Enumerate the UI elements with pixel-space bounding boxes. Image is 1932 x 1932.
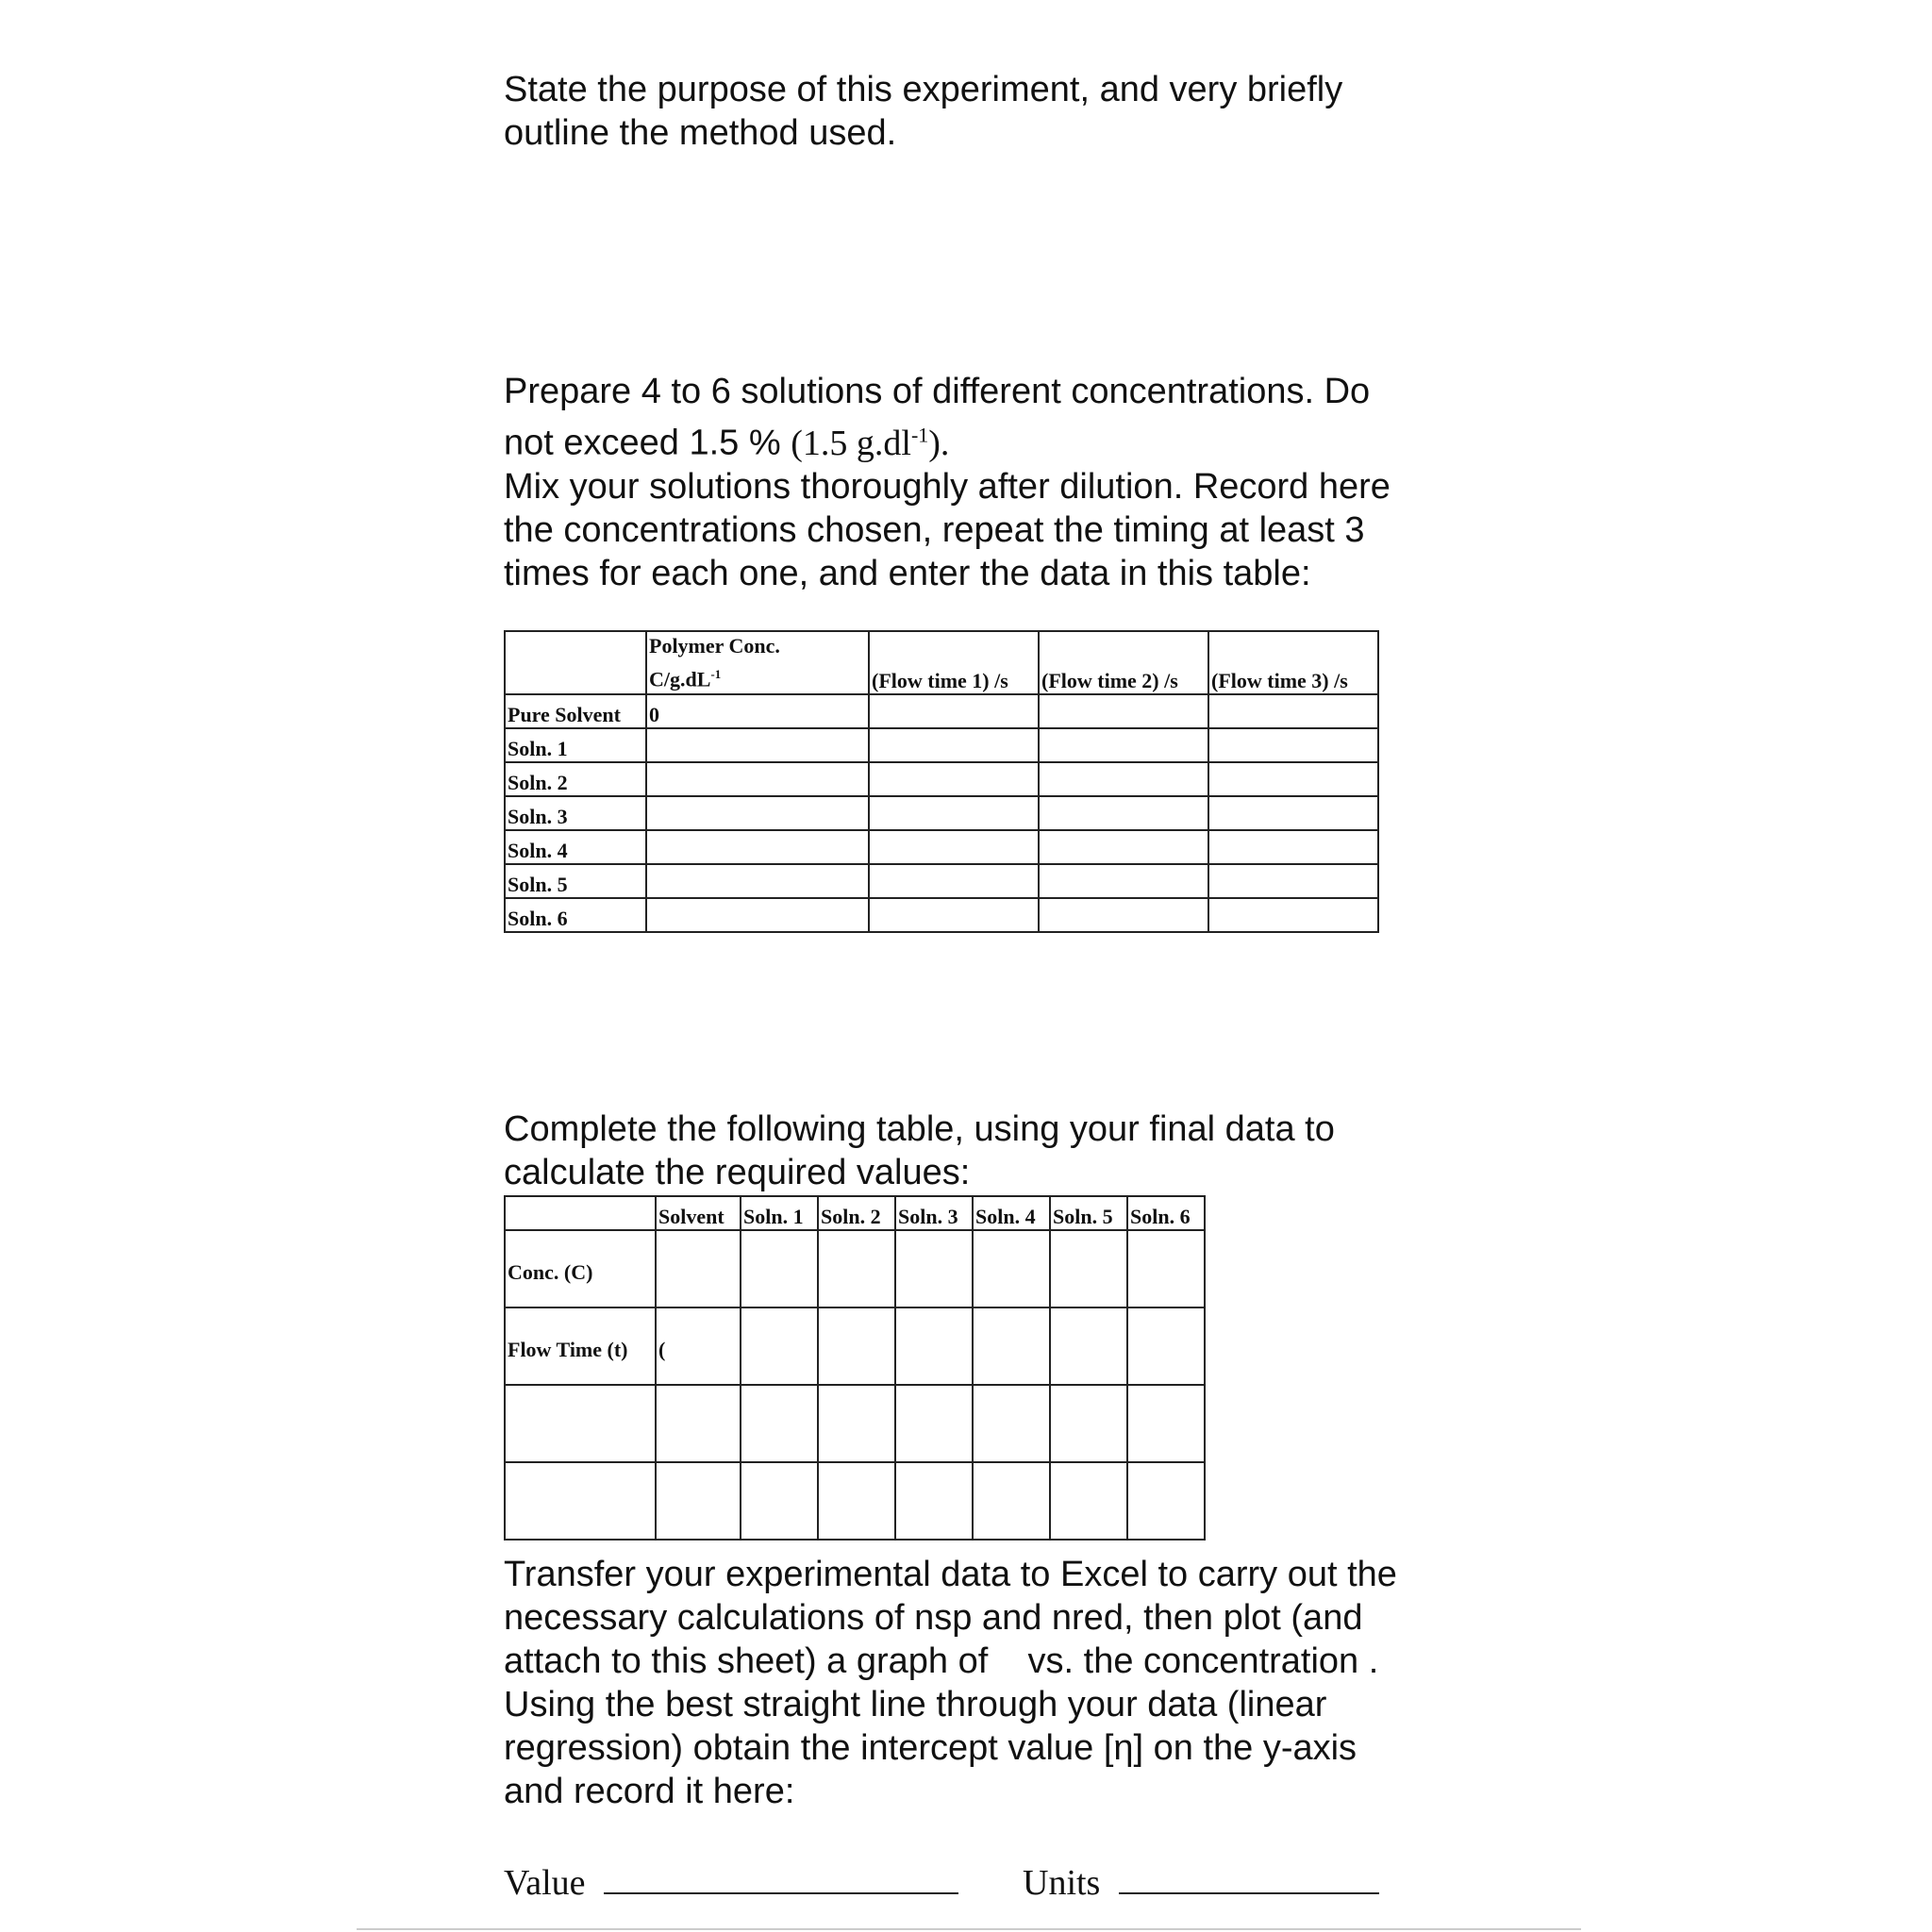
input-cell[interactable]: [1127, 1385, 1205, 1462]
table-row: [505, 796, 1378, 830]
input-cell[interactable]: [895, 1307, 973, 1385]
text-line: Mix your solutions thoroughly after dilution. Record here: [504, 466, 1391, 507]
text-line: State the purpose of this experiment, and very briefly: [504, 70, 1343, 109]
table-header-row: [505, 1196, 1205, 1230]
header-cell-empty: [505, 1196, 656, 1230]
input-cell[interactable]: [869, 694, 1039, 728]
row-label: Soln. 1: [505, 728, 646, 762]
input-cell[interactable]: [1039, 864, 1208, 898]
input-cell[interactable]: [1208, 830, 1378, 864]
text-line: calculate the required values:: [504, 1153, 971, 1192]
text-line: Prepare 4 to 6 solutions of different concentrations. Do: [504, 372, 1371, 411]
input-cell[interactable]: [818, 1230, 895, 1307]
unit-exponent: -1: [910, 423, 929, 446]
conc-cell[interactable]: 0: [646, 694, 869, 728]
table-row: [505, 1462, 1205, 1540]
input-cell[interactable]: [1039, 762, 1208, 796]
header-cell: Soln. 3: [895, 1196, 973, 1230]
value-label: Value: [504, 1863, 586, 1903]
header-cell-empty: [505, 631, 646, 694]
input-cell[interactable]: [741, 1385, 818, 1462]
input-cell[interactable]: [869, 796, 1039, 830]
input-cell[interactable]: [741, 1230, 818, 1307]
input-cell[interactable]: [895, 1462, 973, 1540]
conc-cell[interactable]: [646, 762, 869, 796]
row-label: Soln. 5: [505, 864, 646, 898]
input-cell[interactable]: [656, 1385, 741, 1462]
text-line: attach to this sheet) a graph of vs. the concentration .: [504, 1641, 1379, 1681]
row-label: [505, 1462, 656, 1540]
text-line: necessary calculations of nsp and nred, then plot (and: [504, 1598, 1363, 1638]
input-cell[interactable]: [869, 864, 1039, 898]
input-cell[interactable]: [973, 1230, 1050, 1307]
header-cell-flow2: (Flow time 2) /s: [1039, 631, 1208, 694]
text-line: and record it here:: [504, 1772, 795, 1811]
conc-cell[interactable]: [646, 728, 869, 762]
row-label: Soln. 3: [505, 796, 646, 830]
text-line: Complete the following table, using your final data to: [504, 1109, 1335, 1149]
text-segment: not exceed 1.5 %: [504, 423, 791, 463]
table-row: [505, 1230, 1205, 1307]
header-text: C/g.dL: [649, 667, 711, 691]
conc-cell[interactable]: [646, 898, 869, 932]
header-cell: Soln. 5: [1050, 1196, 1127, 1230]
row-label: [505, 1385, 656, 1462]
text-line: Transfer your experimental data to Excel to carry out the: [504, 1555, 1397, 1594]
input-cell[interactable]: [895, 1385, 973, 1462]
input-cell[interactable]: [1050, 1230, 1127, 1307]
calculation-instructions: [504, 1108, 1335, 1194]
header-cell-flow1: (Flow time 1) /s: [869, 631, 1039, 694]
header-cell: Soln. 6: [1127, 1196, 1205, 1230]
table-row: [505, 694, 1378, 728]
unit-exponent: -1: [710, 667, 722, 681]
table-row: [505, 1307, 1205, 1385]
input-cell[interactable]: [869, 898, 1039, 932]
input-cell[interactable]: [1039, 830, 1208, 864]
header-cell-conc: [646, 631, 869, 694]
units-field-row: [1023, 1860, 1379, 1904]
input-cell[interactable]: [1039, 796, 1208, 830]
units-blank[interactable]: [1119, 1860, 1379, 1894]
calculated-values-table: [504, 1195, 1206, 1541]
row-label: Conc. (C): [505, 1230, 656, 1307]
row-label: Soln. 6: [505, 898, 646, 932]
text-line: the concentrations chosen, repeat the timing at least 3: [504, 509, 1365, 550]
header-cell: Soln. 2: [818, 1196, 895, 1230]
input-cell[interactable]: [1208, 762, 1378, 796]
input-cell[interactable]: [1039, 898, 1208, 932]
input-cell[interactable]: [818, 1385, 895, 1462]
input-cell[interactable]: (: [656, 1307, 741, 1385]
input-cell[interactable]: [1050, 1307, 1127, 1385]
solution-instructions: [504, 370, 1391, 595]
text-line: times for each one, and enter the data in this table:: [504, 553, 1311, 593]
table-row: [505, 762, 1378, 796]
input-cell[interactable]: [1208, 796, 1378, 830]
input-cell[interactable]: [1127, 1230, 1205, 1307]
row-label: Soln. 4: [505, 830, 646, 864]
value-blank[interactable]: [604, 1860, 958, 1894]
input-cell[interactable]: [869, 830, 1039, 864]
conc-cell[interactable]: [646, 830, 869, 864]
input-cell[interactable]: [1050, 1385, 1127, 1462]
text-line: Using the best straight line through your data (linear: [504, 1685, 1327, 1724]
row-label: Soln. 2: [505, 762, 646, 796]
conc-cell[interactable]: [646, 796, 869, 830]
conc-cell[interactable]: [646, 864, 869, 898]
table-row: [505, 728, 1378, 762]
flow-time-table: [504, 630, 1379, 933]
input-cell[interactable]: [973, 1307, 1050, 1385]
input-cell[interactable]: [1208, 898, 1378, 932]
concentration-limit: [791, 424, 949, 463]
input-cell[interactable]: [741, 1462, 818, 1540]
purpose-instructions: [504, 68, 1342, 155]
input-cell[interactable]: [973, 1385, 1050, 1462]
excel-instructions: [504, 1553, 1397, 1813]
text-line: [504, 413, 1391, 465]
header-text: Polymer Conc.: [649, 634, 780, 658]
input-cell[interactable]: [869, 728, 1039, 762]
input-cell[interactable]: [973, 1462, 1050, 1540]
input-cell[interactable]: [1127, 1462, 1205, 1540]
input-cell[interactable]: [656, 1462, 741, 1540]
table-row: [505, 830, 1378, 864]
header-cell: Soln. 1: [741, 1196, 818, 1230]
input-cell[interactable]: [1208, 864, 1378, 898]
text-line: regression) obtain the intercept value [η] on the y-axis: [504, 1728, 1357, 1768]
input-cell[interactable]: [1208, 728, 1378, 762]
row-label: Pure Solvent: [505, 694, 646, 728]
input-cell[interactable]: [1050, 1462, 1127, 1540]
input-cell[interactable]: [895, 1230, 973, 1307]
table-row: [505, 864, 1378, 898]
table-row: [505, 898, 1378, 932]
row-label: Flow Time (t): [505, 1307, 656, 1385]
page-divider: [357, 1928, 1581, 1930]
input-cell[interactable]: [869, 762, 1039, 796]
header-cell: Soln. 4: [973, 1196, 1050, 1230]
table-row: [505, 1385, 1205, 1462]
text-line: outline the method used.: [504, 113, 897, 153]
input-cell[interactable]: [1127, 1307, 1205, 1385]
input-cell[interactable]: [741, 1307, 818, 1385]
input-cell[interactable]: [656, 1230, 741, 1307]
input-cell[interactable]: [818, 1307, 895, 1385]
table-header-row: [505, 631, 1378, 694]
units-label: Units: [1023, 1863, 1101, 1903]
unit-close: ).: [928, 423, 950, 463]
input-cell[interactable]: [1039, 728, 1208, 762]
value-field-row: [504, 1860, 958, 1904]
input-cell[interactable]: [1208, 694, 1378, 728]
input-cell[interactable]: [1039, 694, 1208, 728]
header-cell: Solvent: [656, 1196, 741, 1230]
input-cell[interactable]: [818, 1462, 895, 1540]
unit-text: (1.5 g.dl: [791, 423, 911, 463]
header-cell-flow3: (Flow time 3) /s: [1208, 631, 1378, 694]
